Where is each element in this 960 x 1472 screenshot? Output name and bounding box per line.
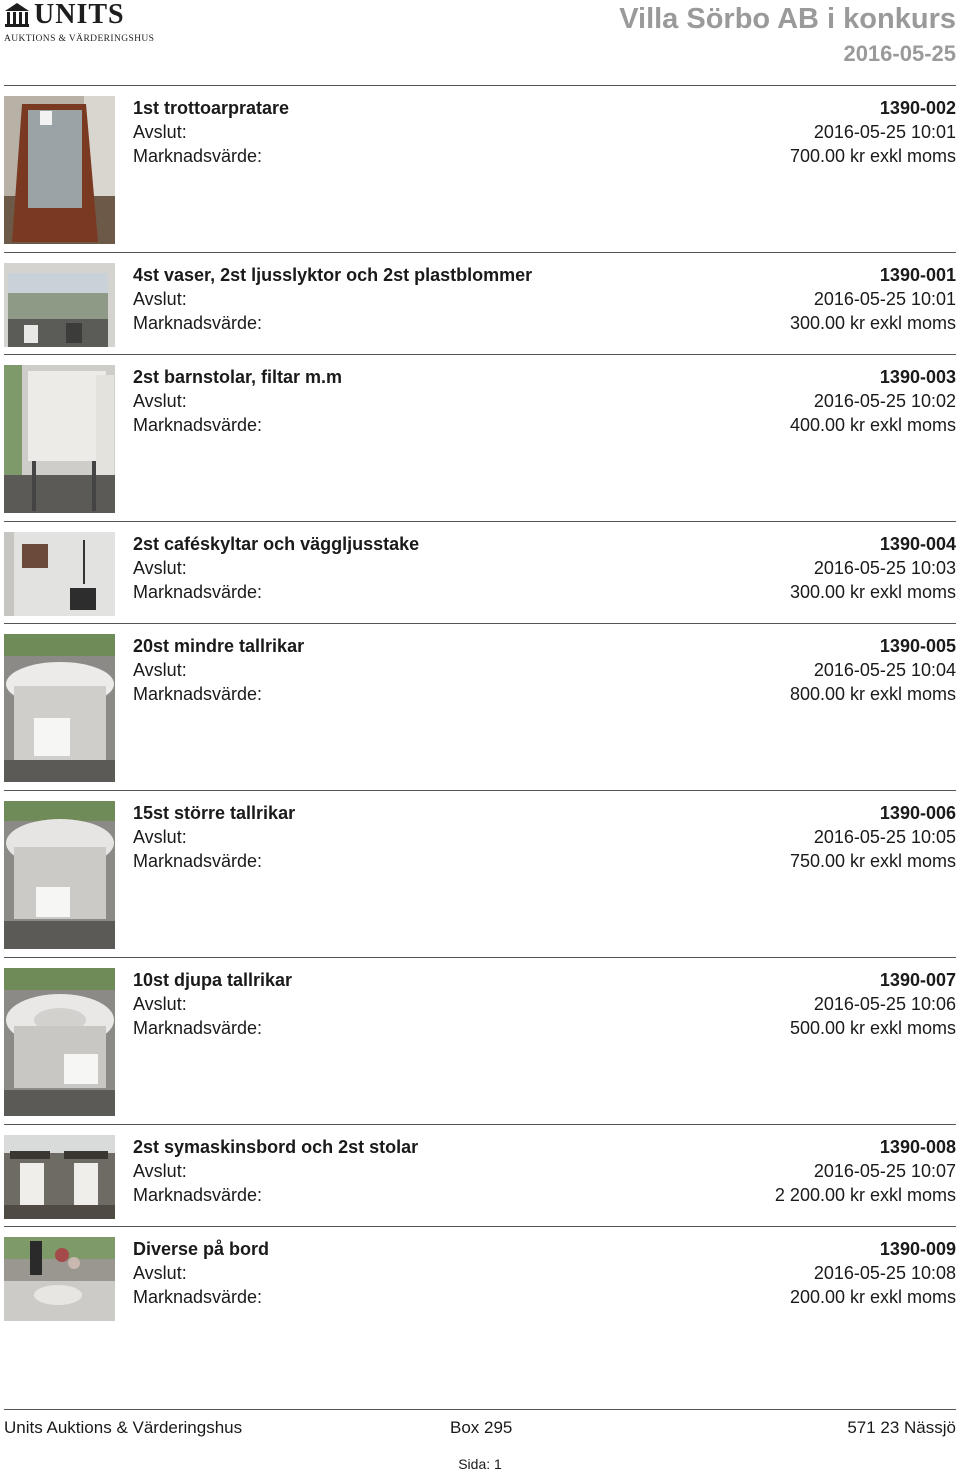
lot-photo[interactable] bbox=[4, 634, 115, 782]
end-time: 2016-05-25 10:07 bbox=[813, 1161, 956, 1181]
end-time: 2016-05-25 10:02 bbox=[813, 391, 956, 411]
market-value: 300.00 kr exkl moms bbox=[789, 582, 956, 602]
value-label: Marknadsvärde: bbox=[133, 1287, 263, 1307]
end-label: Avslut: bbox=[133, 289, 187, 309]
lot-number: 1390-008 bbox=[879, 1137, 956, 1157]
lot-item bbox=[4, 1125, 956, 1227]
page-footer bbox=[4, 1418, 956, 1440]
lot-photo[interactable] bbox=[4, 365, 115, 513]
page-date: 2016-05-25 bbox=[843, 41, 956, 66]
logo-subtitle: AUKTIONS & VÄRDERINGSHUS bbox=[4, 34, 155, 44]
footer-city: 571 23 Nässjö bbox=[847, 1418, 956, 1437]
value-label: Marknadsvärde: bbox=[133, 146, 263, 166]
lot-item bbox=[4, 791, 956, 958]
lot-item bbox=[4, 958, 956, 1125]
lot-title: Diverse på bord bbox=[133, 1239, 270, 1259]
end-label: Avslut: bbox=[133, 1263, 187, 1283]
end-time: 2016-05-25 10:05 bbox=[813, 827, 956, 847]
lot-title: 15st större tallrikar bbox=[133, 803, 296, 823]
market-value: 2 200.00 kr exkl moms bbox=[774, 1185, 956, 1205]
lot-list bbox=[0, 86, 960, 1328]
value-label: Marknadsvärde: bbox=[133, 1185, 263, 1205]
end-label: Avslut: bbox=[133, 660, 187, 680]
lot-item bbox=[4, 522, 956, 624]
lot-title: 10st djupa tallrikar bbox=[133, 970, 293, 990]
lot-photo[interactable] bbox=[4, 1135, 115, 1219]
end-label: Avslut: bbox=[133, 827, 187, 847]
value-label: Marknadsvärde: bbox=[133, 313, 263, 333]
lot-number: 1390-004 bbox=[879, 534, 956, 554]
lot-photo[interactable] bbox=[4, 96, 115, 244]
page-header bbox=[0, 0, 960, 86]
lot-number: 1390-006 bbox=[879, 803, 956, 823]
value-label: Marknadsvärde: bbox=[133, 851, 263, 871]
lot-title: 2st symaskinsbord och 2st stolar bbox=[133, 1137, 419, 1157]
end-time: 2016-05-25 10:03 bbox=[813, 558, 956, 578]
market-value: 750.00 kr exkl moms bbox=[789, 851, 956, 871]
end-time: 2016-05-25 10:01 bbox=[813, 122, 956, 142]
lot-number: 1390-007 bbox=[879, 970, 956, 990]
lot-title: 2st caféskyltar och väggljusstake bbox=[133, 534, 420, 554]
lot-item bbox=[4, 86, 956, 253]
units-logo bbox=[4, 2, 164, 46]
end-label: Avslut: bbox=[133, 122, 187, 142]
market-value: 700.00 kr exkl moms bbox=[789, 146, 956, 166]
end-label: Avslut: bbox=[133, 1161, 187, 1181]
footer-divider bbox=[4, 1409, 956, 1410]
lot-item bbox=[4, 624, 956, 791]
end-time: 2016-05-25 10:01 bbox=[813, 289, 956, 309]
lot-item bbox=[4, 1227, 956, 1328]
end-time: 2016-05-25 10:08 bbox=[813, 1263, 956, 1283]
lot-photo[interactable] bbox=[4, 801, 115, 949]
logo-wordmark: UNITS bbox=[34, 0, 125, 30]
footer-box: Box 295 bbox=[450, 1418, 513, 1437]
value-label: Marknadsvärde: bbox=[133, 582, 263, 602]
end-time: 2016-05-25 10:04 bbox=[813, 660, 956, 680]
lot-photo[interactable] bbox=[4, 1237, 115, 1321]
lot-number: 1390-001 bbox=[879, 265, 956, 285]
market-value: 200.00 kr exkl moms bbox=[789, 1287, 956, 1307]
end-label: Avslut: bbox=[133, 558, 187, 578]
end-time: 2016-05-25 10:06 bbox=[813, 994, 956, 1014]
lot-item bbox=[4, 253, 956, 355]
lot-number: 1390-003 bbox=[879, 367, 956, 387]
page-number: Sida: 1 bbox=[458, 1456, 502, 1472]
value-label: Marknadsvärde: bbox=[133, 684, 263, 704]
lot-title: 1st trottoarpratare bbox=[133, 98, 290, 118]
lot-photo[interactable] bbox=[4, 968, 115, 1116]
lot-number: 1390-009 bbox=[879, 1239, 956, 1259]
value-label: Marknadsvärde: bbox=[133, 1018, 263, 1038]
building-icon bbox=[4, 2, 30, 28]
lot-title: 2st barnstolar, filtar m.m bbox=[133, 367, 343, 387]
lot-number: 1390-005 bbox=[879, 636, 956, 656]
market-value: 300.00 kr exkl moms bbox=[789, 313, 956, 333]
market-value: 500.00 kr exkl moms bbox=[789, 1018, 956, 1038]
lot-title: 20st mindre tallrikar bbox=[133, 636, 305, 656]
value-label: Marknadsvärde: bbox=[133, 415, 263, 435]
end-label: Avslut: bbox=[133, 994, 187, 1014]
lot-photo[interactable] bbox=[4, 263, 115, 347]
lot-title: 4st vaser, 2st ljusslyktor och 2st plastblommer bbox=[133, 265, 533, 285]
lot-number: 1390-002 bbox=[879, 98, 956, 118]
page-title: Villa Sörbo AB i konkurs bbox=[619, 3, 956, 35]
end-label: Avslut: bbox=[133, 391, 187, 411]
market-value: 800.00 kr exkl moms bbox=[789, 684, 956, 704]
lot-photo[interactable] bbox=[4, 532, 115, 616]
footer-company: Units Auktions & Värderingshus bbox=[4, 1418, 243, 1437]
market-value: 400.00 kr exkl moms bbox=[789, 415, 956, 435]
lot-item bbox=[4, 355, 956, 522]
